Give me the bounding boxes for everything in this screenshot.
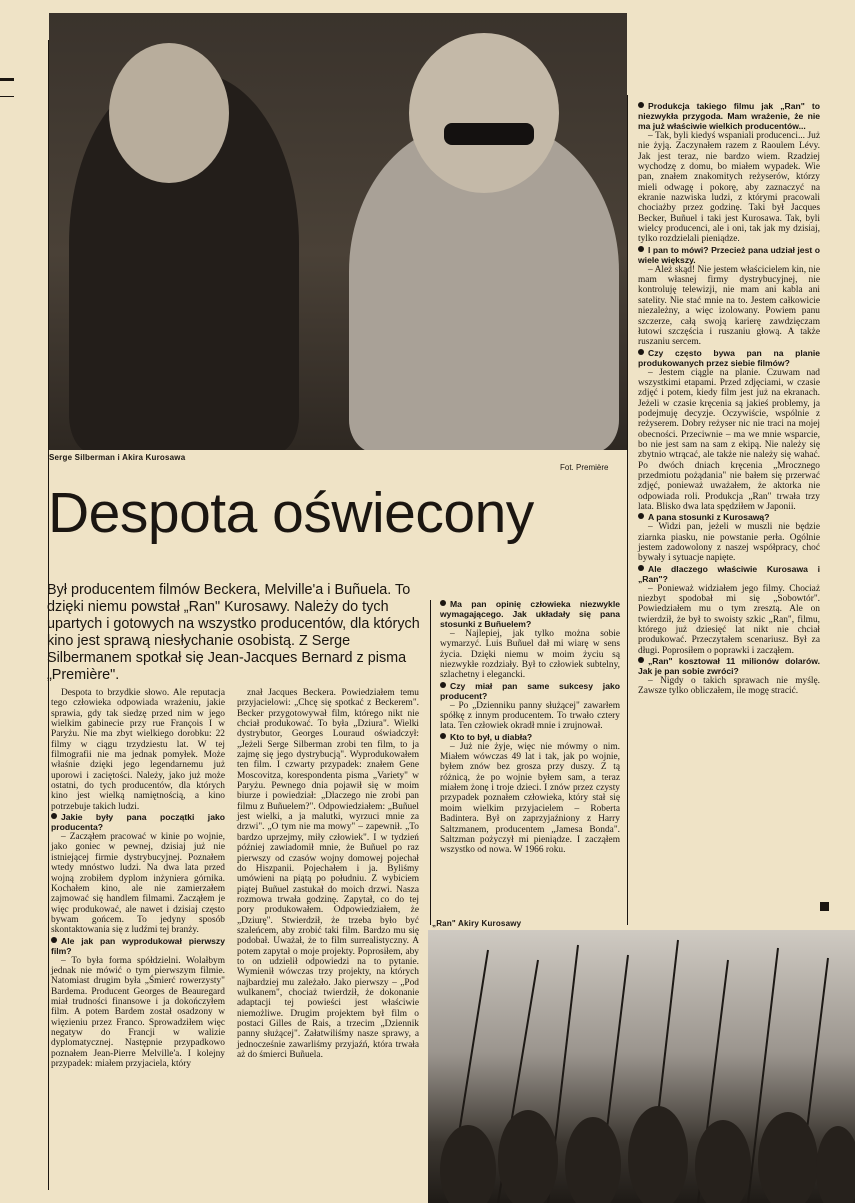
body-paragraph: znał Jacques Beckera. Powiedziałem temu przyjacielowi: „Chcę się spotkać z Beckerem". Becker przygotowywał film, którego nikt nie chciał produkować. To była „Dziura". Wielki dystrybutor, Georges Louraud oświadczył: „Jeżeli Serge Silberman zrobi ten film, to ja zajmę się jego dystrybucją". Wyprodukowałem ten film. I czwarty przypadek: znałem Gene Moscovitza, korespondenta pisma „Variety" w Paryżu. Pewnego dnia pojawił się w moim biurze i powiedział: „Dlaczego nie zrobi pan filmu z Buñuelem?". Odpowiedziałem: „Buñuel jest wielki, a ja malutki, wyrzuci mnie za drzwi". „O tym nie ma mowy" – zapewnił. „To bardzo uprzejmy, miły człowiek". I w tydzień później zawiadomił mnie, że Buñuel po raz pierwszy od czasów wojny domowej pojechał do Hiszpanii. Pojechałem i ja. Byliśmy umówieni na piątą po południu. Z wybiciem piątej Buñuel zastukał do moich drzwi. Nasza rozmowa trwała godzinę. Zapytał, co do tej pory produkowałem. Odpowiedziałem, że „Dziurę". Stwierdził, że trzeba było być szaleńcem, aby zrobić taki film. Bardzo mu się podobał. Uważał, że to film surrealistyczny. A potem zapytał o moje projekty. Poprosiłem, aby to on udzielił odpowiedzi na to pytanie. Wymienił wówczas trzy projekty, na których najbardziej mu zależało. Jako pierwszy – „Pod wulkanem", chociaż twierdził, że dokonanie adaptacji tej powieści jest właściwie niemożliwe. Drugim projektem był film o postaci Gilles de Rais, a trzecim „Dziennik panny służącej". Załatwiliśmy nasze sprawy, a jednocześnie zawarliśmy przyjaźń, która trwała aż do śmierci Buñuela. [237,688,419,1061]
bullet-icon [638,565,644,571]
body-paragraph: – Ponieważ widziałem jego filmy. Chociaż niezbyt spodobał mi się „Sobowtór". Powiedziałem mu o tym zresztą. Ale on twierdził, że był to swoisty szkic „Ran", filmu, którego już dziesięć lat nikt nie chciał produkować. Przeczytałem scenariusz. Był za długi. Poprosiłem o poprawki i zacząłem. [638,583,820,656]
interview-question [440,599,620,629]
column-1 [51,688,225,1069]
photo-ran-warriors [428,930,855,1203]
body-paragraph: – To była forma spółdzielni. Wolałbym jednak nie mówić o tym pierwszym filmie. Natomiast drugim była „Śmierć rowerzysty" Bardema. Producent Georges de Beauregard miał trudności finansowe i ja dokończyłem film. A potem Bardem został osadzony w więzieniu przez Franco. Sprowadziłem więc negatyw do Francji w walizie dyplomatycznej. Następnie przypadkowo poznałem Jean-Pierre Melville'a. I kolejny przypadek: miałem przyjaciela, który [51,955,225,1069]
column-rule [627,95,628,925]
figure-right-head [409,33,559,193]
photo-top-credit: Fot. Première [560,463,609,472]
bullet-icon [638,657,644,663]
question-text: Czy często bywa pan na planie produkowanych przez siebie filmów? [638,347,820,368]
body-paragraph: – Jestem ciągle na planie. Czuwam nad wszystkimi etapami. Przed zdjęciami, w czasie zdjęć i potem, kiedy film jest już na ekranach. Jeżeli w czasie kręcenia są jakieś problemy, ja podejmuję decyzje. Oczywiście, wspólnie z reżyserem. Dobry reżyser nic nie traci na mojej obecności. Przeciwnie – ma we mnie wsparcie, bo nie jest sam na sam z ekipą. Nie należy się zbytnio wtrącać, ale także nie należy się wahać. Po dwóch dniach kręcenia „Mrocznego przedmiotu pożądania" nie bałem się przerwać zdjęć, ponieważ uważałem, że aktorka nie odpowiada roli. Produkcja „Ran" trwała trzy lata. Blisko dwa lata spędziłem w Japonii. [638,367,820,512]
column-rule [430,600,431,925]
bullet-icon [51,937,57,943]
end-mark [820,902,829,911]
question-text: Czy miał pan same sukcesy jako producent? [440,680,620,701]
question-text: Ma pan opinię człowieka niezwykle wymagającego. Jak układały się pana stosunki z Buñuelem? [440,599,620,629]
interview-question [638,564,820,584]
bullet-icon [638,102,644,108]
body-paragraph: – Już nie żyje, więc nie mówmy o nim. Miałem wówczas 49 lat i tak, jak po wojnie, byłem znów bez grosza przy duszy. Z tą różnicą, że po wojnie byłem sam, a teraz miałem żonę i troje dzieci. I znów przez czysty przypadek poznałem człowieka, który stał się moim wielkim przyjacielem – Roberta Badintera. Był on zaprzyjaźniony z Harry Saltzmanem, producentem „Jamesa Bonda". Saltzman pożyczył mi pieniądze. I zacząłem wszystko od nowa. W 1966 roku. [440,741,620,856]
bullet-icon [638,513,644,519]
spears-illustration [428,930,855,1203]
headline: Despota oświecony [48,481,534,545]
column-4 [638,101,820,697]
body-paragraph: – Najlepiej, jak tylko można sobie wymarzyć. Luis Buñuel dał mi wiarę w sens życia. Dzięki niemu w moim życiu są niezwykłe rozdziały. Był to człowiek subtelny, szlachetny i elegancki. [440,629,620,681]
question-text: Ale dlaczego właściwie Kurosawa i „Ran"? [638,563,820,584]
question-text: A pana stosunki z Kurosawą? [648,512,770,523]
column-2 [237,688,419,1060]
bullet-icon [440,600,446,606]
question-text: I pan to mówi? Przecież pana udział jest o wiele większy. [638,244,820,265]
bullet-icon [440,682,446,688]
column-3 [440,599,620,856]
interview-question [638,348,820,368]
body-paragraph: Despota to brzydkie słowo. Ale reputacja tego człowieka odpowiada wrażeniu, jakie sprawia, gdy tak siedzę przed nim w jego wielkim gabinecie przy rue François I w Paryżu. Nie ma zbyt wielkiego dorobku: 22 filmy w ciągu trzydziestu lat. W tej filmografii nie ma jednak pomyłek. Może właśnie dzięki jego legendarnemu już uporowi i zaciętości. Należy, jako już może ostatni, do tych producentów, dla których kino jest wielką namiętnością, a kino potrzebuje takich ludzi. [51,688,225,812]
question-text: Kto to był, u diabła? [450,731,533,742]
photo-silberman-kurosawa [49,13,627,450]
body-paragraph: – Ależ skąd! Nie jestem właścicielem kin, nie mam własnej firmy dystrybucyjnej, nie kontroluję telewizji, nie mam ani kabla ani satelity. Nie stać mnie na to. Jestem całkowicie niezależny, a więc izolowany. Powiem panu szczerze, całą swoją karierę zawdzięczam łutowi szczęścia i ruszaniu głową. A także ruszaniu sercem. [638,264,820,348]
interview-question [638,245,820,265]
bullet-icon [638,246,644,252]
question-text: Ale jak pan wyprodukował pierwszy film? [51,935,225,956]
bullet-icon [51,813,57,819]
question-text: Jakie były pana początki jako producenta? [51,812,225,833]
body-paragraph: – Zacząłem pracować w kinie po wojnie, jako goniec w pewnej, dzisiaj już nie istniejącej firmie dystrybucyjnej. Poznałem wtedy mnóstwo ludzi. Na dwa lata przed wojną zrobiłem dyplom inżyniera górnika. Kochałem kino, ale nie zamierzałem zajmować się handlem filmami. Zacząłem je więc produkować, ale nawet i dzisiaj często bywam gońcem. To jedyny sposób skontaktowania się z ludźmi tej branży. [51,832,225,936]
question-text: „Ran" kosztował 11 milionów dolarów. Jak je pan sobie zwróci? [638,656,820,677]
interview-question [440,681,620,701]
interview-question [51,812,225,832]
figure-left-head [109,43,229,183]
body-paragraph: – Nigdy o takich sprawach nie myślę. Zawsze tylko obliczałem, ile mogę stracić. [638,676,820,697]
glasses [444,123,534,145]
interview-question [638,656,820,676]
bullet-icon [440,733,446,739]
margin-mark [0,78,14,81]
margin-mark [0,96,14,97]
interview-question [638,101,820,131]
body-paragraph: – Widzi pan, jeżeli w muszli nie będzie ziarnka piasku, nie powstanie perła. Ogólnie jestem zadowolony z naszej współpracy, choć bywały i sytuacje napięte. [638,522,820,564]
photo-top-caption: Serge Silberman i Akira Kurosawa [49,453,186,462]
interview-question [51,936,225,956]
lead-paragraph: Był producentem filmów Beckera, Melville'a i Buñuela. To dzięki niemu powstał „Ran" Kurosawy. Należy do tych upartych i gotowych na wszystko producentów, dla których kino jest sprawą niesłychanie osobistą. Z Serge Silbermanem spotkał się Jean-Jacques Bernard z pisma „Première". [47,582,420,683]
interview-question [638,512,820,522]
bullet-icon [638,349,644,355]
body-paragraph: – Po „Dzienniku panny służącej" zawarłem spółkę z innym producentem. To trwało cztery lata. Ten człowiek okradł mnie i zrujnował. [440,700,620,732]
photo-bottom-caption: „Ran" Akiry Kurosawy [432,919,522,928]
interview-question [440,732,620,742]
question-text: Produkcja takiego filmu jak „Ran" to niezwykła przygoda. Mam wrażenie, że nie ma już właściwie wielkich producentów... [638,101,820,131]
body-paragraph: – Tak, byli kiedyś wspaniali producenci... Już nie żyją. Zaczynałem razem z Raoulem Lévy. Jak jest teraz, nie bardzo wiem. Rzadziej wychodzę z domu, bo miałem wypadek. Wie pan, znałem znakomitych reżyserów, którzy mieli odwagę i pokorę, aby zaznaczyć na ekranie nazwiska ludzi, z którymi pracowali chociażby przez godzinę. Taki był Jacques Becker, Buñuel i taki jest Kurosawa. Tak, byli wielcy producenci, ale i oni, tak jak my dzisiaj, tylko rozdzielali pieniądze. [638,131,820,245]
